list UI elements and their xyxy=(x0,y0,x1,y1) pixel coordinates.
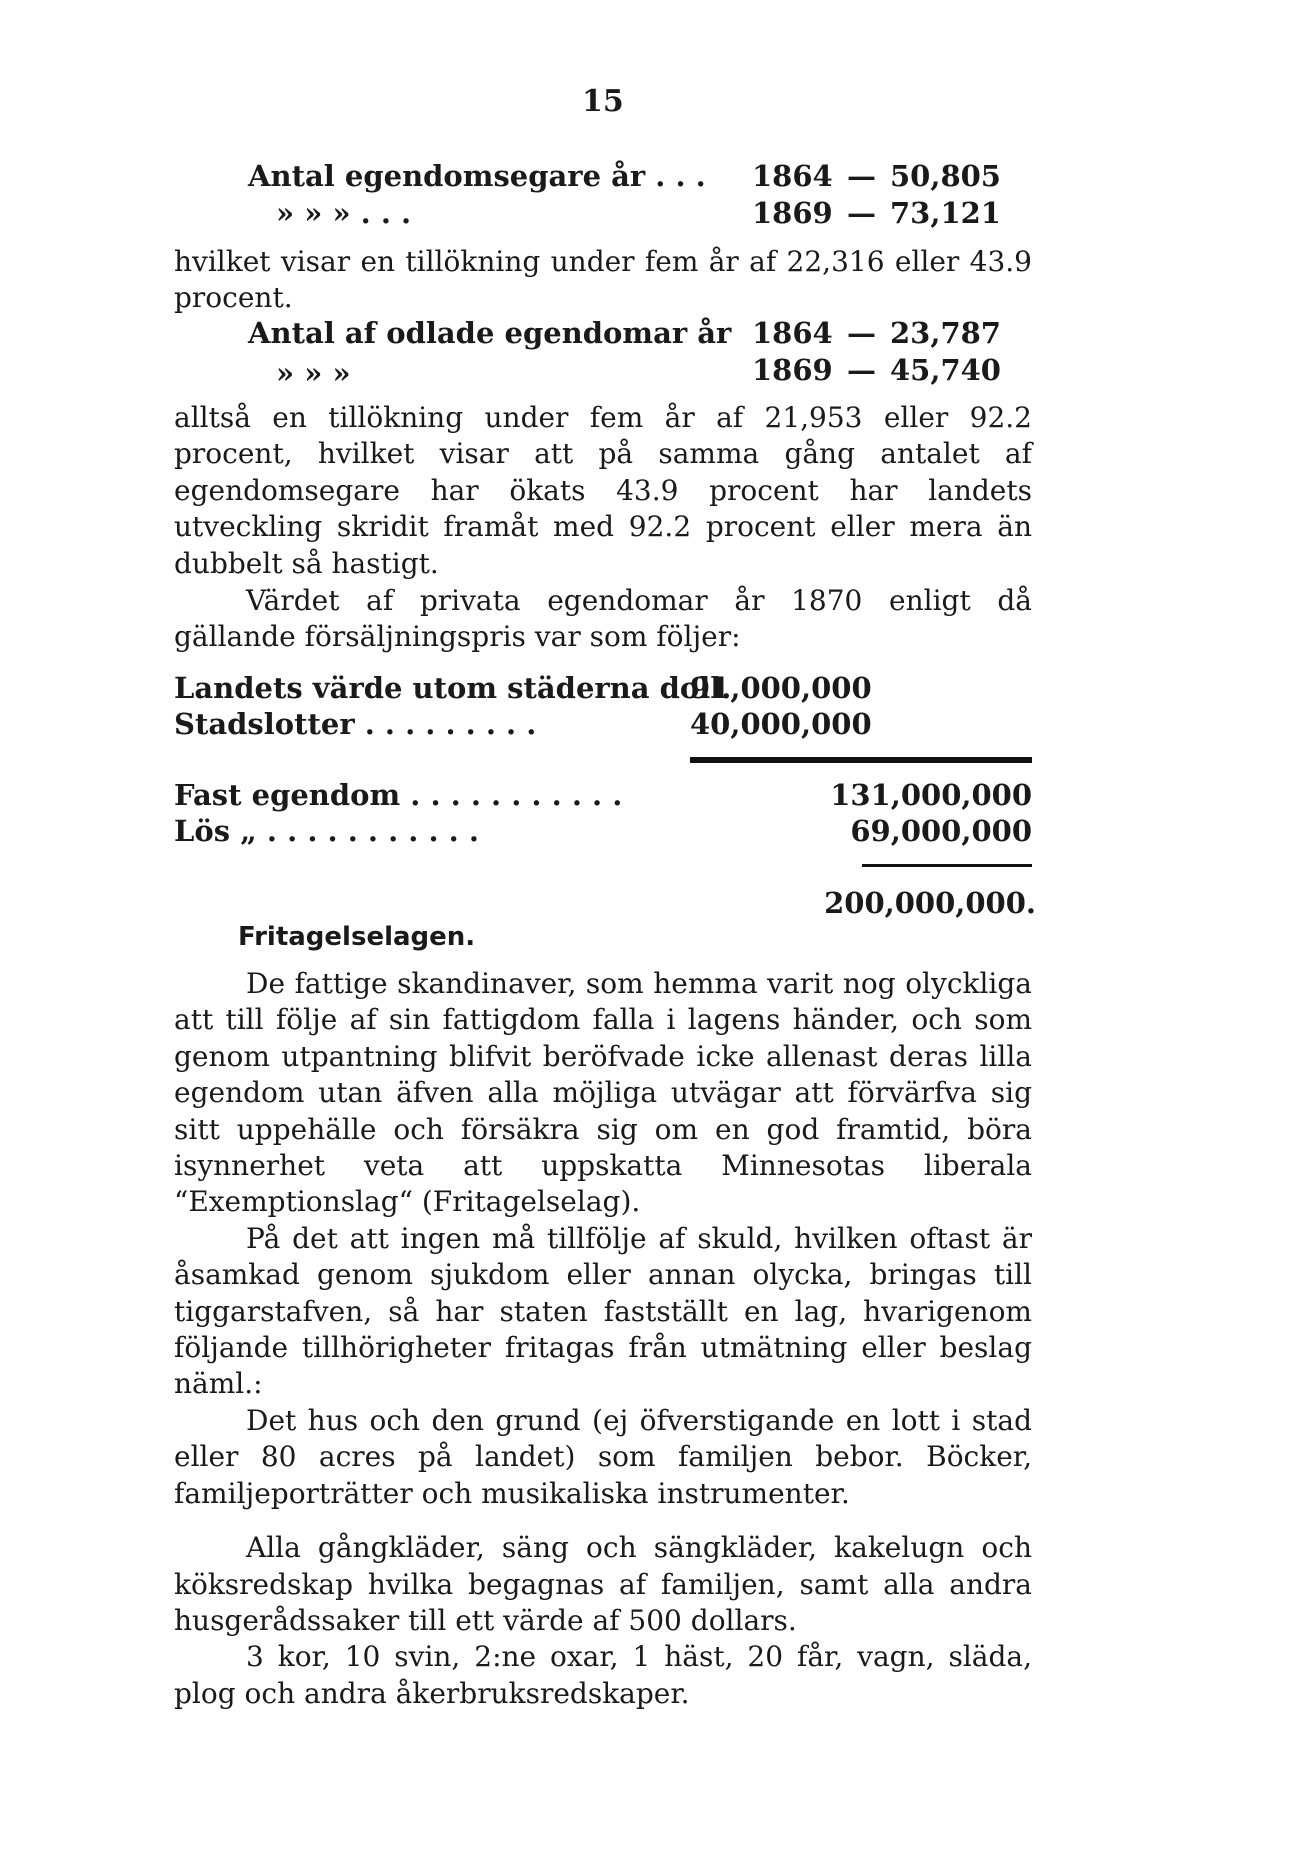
cultivated-label: Antal af odlade egendomar år xyxy=(248,316,732,350)
paragraph-owners-increase: hvilket visar en tillökning under fem år af 22,316 eller 43.9 procent. xyxy=(174,245,1032,315)
city-lots-label: Stadslotter . . . . . . . . . xyxy=(174,707,537,741)
owners-dash-2: — xyxy=(847,196,876,230)
cultivated-dash-2: — xyxy=(847,353,876,387)
section-heading: Fritagelselagen. xyxy=(238,922,476,952)
section-paragraph: Alla gångkläder, säng och sängkläder, kakelugn och köksredskap hvilka begagnas af familjen, samt alla andra husgerådssaker till ett värde af 500 dollars. xyxy=(174,1531,1032,1637)
owners-value-1869: 73,121 xyxy=(890,196,1001,230)
paragraph-cultivated-increase: alltså en tillökning under fem år af 21,953 eller 92.2 procent, hvilket visar att på samma gång antalet af egendomsegare har ökats 43.9 procent har landets utveckling skridit framåt med 92.2 procent eller mera än dubbelt så hastigt. xyxy=(174,401,1032,580)
fixed-property-label: Fast egendom . . . . . . . . . . . xyxy=(174,778,623,812)
cultivated-year-1869: 1869 xyxy=(752,353,833,387)
cultivated-ditto: » » » xyxy=(276,356,351,390)
owners-year-1869: 1869 xyxy=(752,196,833,230)
cultivated-value-1869: 45,740 xyxy=(890,353,1001,387)
subtotal-rule xyxy=(690,757,1032,763)
owners-value-1864: 50,805 xyxy=(890,159,1001,193)
section-paragraph: De fattige skandinaver, som hemma varit nog olyckliga att till följe af sin fattigdom falla i lagens händer, och som genom utpantning blifvit beröfvade icke allenast deras lilla egendom utan äfven alla möjliga utvägar att förvärfva sig sitt uppehälle och försäkra sig om en god framtid, böra isynnerhet veta att uppskatta Minnesotas liberala “Exemptionslag“ (Fritagelselag). xyxy=(174,967,1032,1219)
paragraph-value-intro: Värdet af privata egendomar år 1870 enligt då gällande försäljningspris var som följer: xyxy=(174,584,1032,654)
section-paragraph: Det hus och den grund (ej öfverstigande en lott i stad eller 80 acres på landet) som familjen bebor. Böcker, familjeporträtter och musikaliska instrumenter. xyxy=(174,1403,1032,1510)
city-lots-amount: 40,000,000 xyxy=(690,707,872,741)
owners-ditto: » » » . . . xyxy=(276,196,412,230)
owners-year-1864: 1864 xyxy=(752,159,833,193)
section-paragraph: 3 kor, 10 svin, 2:ne oxar, 1 häst, 20 får, vagn, släda, plog och andra åkerbruksredskaper. xyxy=(174,1640,1032,1710)
land-value-label: Landets värde utom städerna doll. xyxy=(174,671,732,705)
total-rule xyxy=(862,864,1032,867)
section-paragraph: På det att ingen må tillfölje af skuld, hvilken oftast är åsamkad genom sjukdom eller annan olycka, bringas till tiggarstafven, så har staten fastställt en lag, hvarigenom följande tillhörigheter fritagas från utmätning eller beslag näml.: xyxy=(174,1221,1032,1401)
movable-property-label: Lös „ . . . . . . . . . . . xyxy=(174,814,479,848)
cultivated-value-1864: 23,787 xyxy=(890,316,1001,350)
cultivated-year-1864: 1864 xyxy=(752,316,833,350)
page-number: 15 xyxy=(582,84,624,119)
cultivated-dash-1: — xyxy=(847,316,876,350)
owners-label: Antal egendomsegare år . . . xyxy=(248,159,706,193)
fixed-property-amount: 131,000,000 xyxy=(830,778,1032,812)
owners-dash-1: — xyxy=(847,159,876,193)
land-value-amount: 91,000,000 xyxy=(690,671,872,705)
movable-property-amount: 69,000,000 xyxy=(850,814,1032,848)
total-amount: 200,000,000. xyxy=(824,886,1036,920)
section-body xyxy=(174,966,1032,1712)
